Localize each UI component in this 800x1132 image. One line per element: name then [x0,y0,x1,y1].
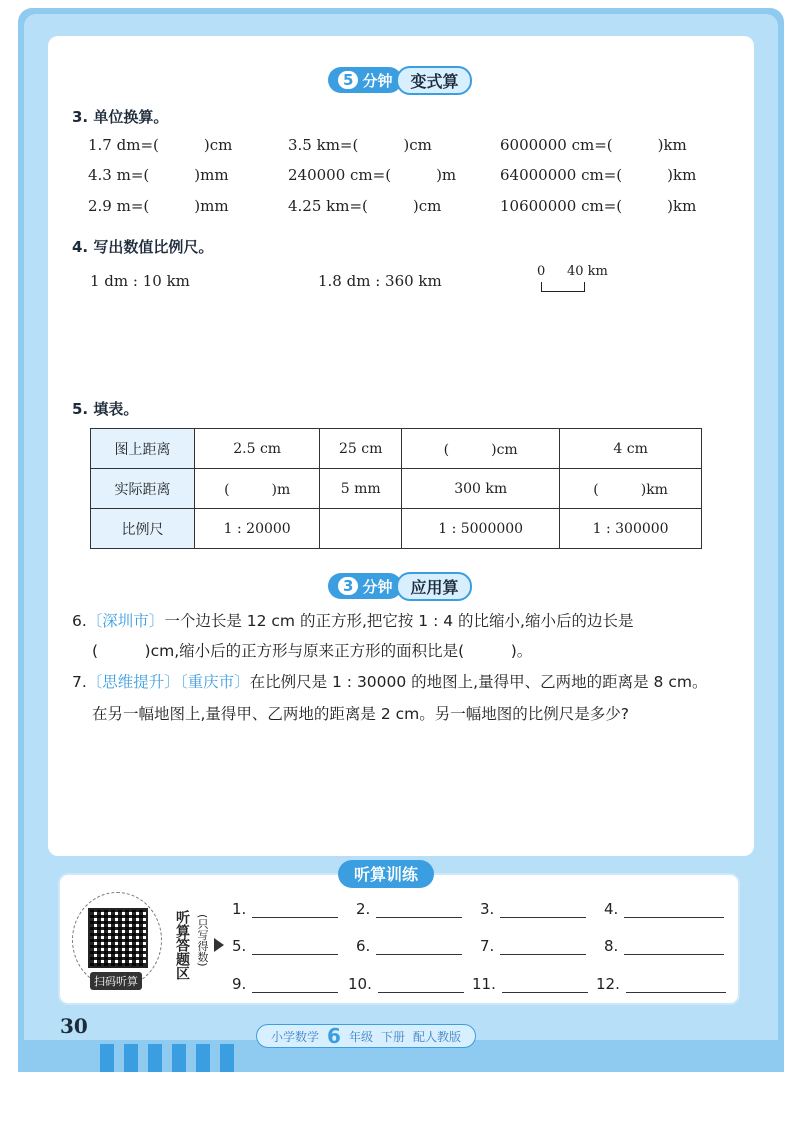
q3-item: 240000 cm=( )m [288,166,457,184]
question-3-title: 3. 单位换算。 [72,108,169,126]
answer-slot[interactable]: 12. [596,975,726,993]
table-cell [320,509,402,549]
question-text: 在比例尺是 1 : 30000 的地图上,量得甲、乙两地的距离是 8 cm。 [249,673,708,691]
answer-slot[interactable]: 9. [232,975,338,993]
answer-slot[interactable]: 1. [232,900,338,918]
table-row [91,429,702,469]
table-cell: ( )cm [402,429,560,469]
section-timer-pill [328,67,402,93]
table-cell: ( )m [195,469,320,509]
question-5-title: 5. 填表。 [72,400,139,418]
section-timer-pill [328,573,402,599]
section-minutes: 3 [338,577,358,595]
qr-code-icon[interactable] [88,908,148,968]
answer-slot[interactable]: 2. [356,900,462,918]
book-title-badge [256,1024,476,1048]
section-unit: 分钟 [362,577,393,596]
table-cell: 25 cm [320,429,402,469]
q3-item: 2.9 m=( )mm [88,197,229,215]
q4-item: 1 dm : 10 km [90,272,190,290]
answer-slot[interactable]: 10. [348,975,464,993]
q3-item: 3.5 km=( )cm [288,136,432,154]
scale-bar-zero: 0 [537,264,546,279]
footer-decoration [100,1044,244,1076]
answer-slot[interactable]: 7. [480,937,586,955]
q3-item: 1.7 dm=( )cm [88,136,233,154]
section-title-yingyongsuan [328,572,472,600]
book-volume: 下册 [380,1029,405,1044]
q3-item: 6000000 cm=( )km [500,136,687,154]
question-6-line-1 [72,609,633,631]
question-number: 6. [72,612,87,630]
answer-slot[interactable]: 3. [480,900,586,918]
book-subject: 小学数学 [271,1029,320,1044]
answer-slot[interactable]: 4. [604,900,724,918]
section-label: 应用算 [396,572,472,601]
book-edition: 配人教版 [412,1029,461,1044]
source-tag: 〔深圳市〕 [86,612,165,630]
table-row-header: 实际距离 [91,469,195,509]
scale-bar [541,282,585,292]
q3-item: 64000000 cm=( )km [500,166,697,184]
q3-item: 10600000 cm=( )km [500,197,697,215]
play-triangle-icon [214,938,224,952]
source-tag: 〔重庆市〕 [179,673,250,691]
q3-item: 4.25 km=( )cm [288,197,442,215]
source-tag: 〔思维提升〕 [86,673,180,691]
page-number: 30 [60,1014,88,1038]
book-grade-unit: 年级 [348,1029,373,1044]
q3-item: 4.3 m=( )mm [88,166,229,184]
table-cell: 1 : 300000 [560,509,702,549]
section-title-bianshisuan [328,66,472,94]
section-minutes: 5 [338,71,358,89]
question-7-line-1 [72,670,707,692]
table-row-header: 图上距离 [91,429,195,469]
question-text: 一个边长是 12 cm 的正方形,把它按 1 : 4 的比缩小,缩小后的边长是 [164,612,634,630]
table-cell: ( )km [560,469,702,509]
section-label: 变式算 [396,66,472,95]
question-number: 7. [72,673,87,691]
table-row-header: 比例尺 [91,509,195,549]
question-6-line-2: ( )cm,缩小后的正方形与原来正方形的面积比是( )。 [92,642,533,660]
table-cell: 300 km [402,469,560,509]
fill-table [90,428,702,549]
q4-item: 1.8 dm : 360 km [318,272,442,290]
answer-slot[interactable]: 11. [472,975,588,993]
table-cell: 1 : 20000 [195,509,320,549]
answer-area-label: 听算答题区 [174,910,190,980]
table-row [91,469,702,509]
table-cell: 2.5 cm [195,429,320,469]
answer-slot[interactable]: 6. [356,937,462,955]
question-7-line-2: 在另一幅地图上,量得甲、乙两地的距离是 2 cm。另一幅地图的比例尺是多少? [92,705,629,723]
answer-slot[interactable]: 8. [604,937,724,955]
qr-label: 扫码听算 [90,972,142,990]
scale-bar-end-label: 40 km [567,264,608,279]
book-grade: 6 [327,1024,341,1048]
listening-title: 听算训练 [338,860,434,888]
table-cell: 5 mm [320,469,402,509]
table-cell: 1 : 5000000 [402,509,560,549]
answer-area-note: (只写得数) [196,914,209,967]
table-cell: 4 cm [560,429,702,469]
answer-slot[interactable]: 5. [232,937,338,955]
table-row [91,509,702,549]
question-4-title: 4. 写出数值比例尺。 [72,238,214,256]
section-unit: 分钟 [362,71,393,90]
